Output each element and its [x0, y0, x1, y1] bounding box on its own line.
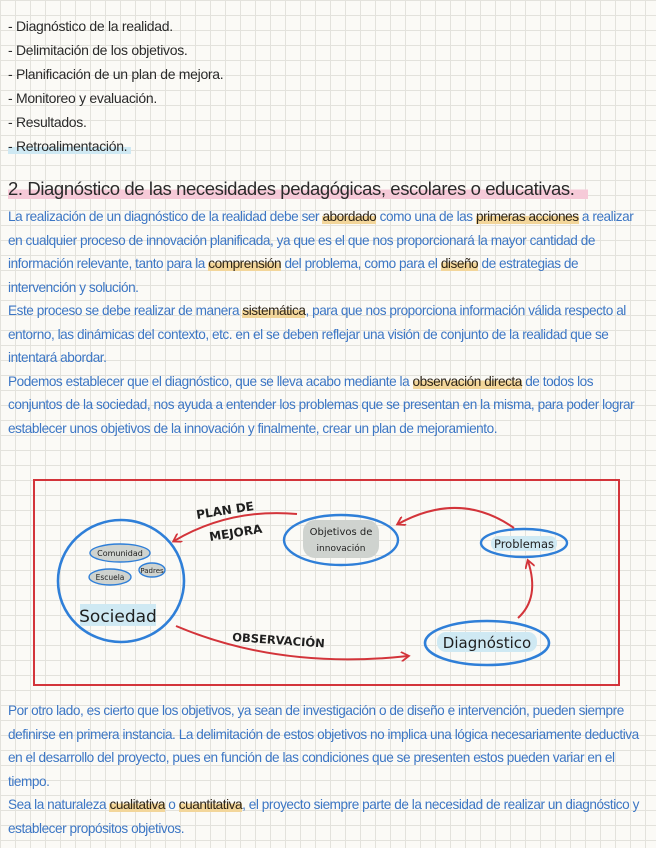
highlight: primeras acciones	[475, 209, 579, 224]
arrow-diagnostico-to-problemas	[518, 561, 532, 618]
highlight: cuantitativa	[178, 797, 243, 812]
diagnostico-label: Diagnóstico	[442, 634, 532, 652]
observacion-label: OBSERVACIÓN	[231, 630, 326, 651]
objetivos-label-2: innovación	[316, 544, 366, 554]
highlight: sistemática	[242, 303, 306, 318]
list-item: - Retroalimentación.	[8, 134, 223, 158]
plan-label-2: MEJORA	[208, 521, 264, 544]
highlight: cualitativa	[109, 797, 165, 812]
paragraph-objetivos: Por otro lado, es cierto que los objetivos, ya sean de investigación o de diseño e intervención, pueden siempre definirse en primera instancia. La delimitación de estos objetivos no implica una lógica necesariamente deductiva en el desarrollo del proyecto, pues en función de las condiciones que se presenten estos pueden variar en el tiempo. Sea la naturaleza cualitativa o cuantitativa, el proyecto siempre parte de la necesidad de realizar un diagnóstico y establecer propósitos objetivos.	[8, 703, 639, 836]
list-item: - Diagnóstico de la realidad.	[8, 18, 173, 34]
highlight: diseño	[440, 256, 479, 271]
arrow-problemas-to-objetivos	[398, 508, 514, 528]
highlight: observación directa	[412, 373, 522, 389]
section-heading: 2. Diagnóstico de las necesidades pedagógicas, escolares o educativas.	[8, 178, 588, 200]
highlight: comprensión	[208, 256, 282, 271]
escuela-label: Escuela	[95, 573, 125, 582]
objetivos-label-1: Objetivos de	[309, 527, 373, 538]
list-item: - Delimitación de los objetivos.	[8, 42, 188, 58]
list-item: - Resultados.	[8, 114, 87, 130]
list-item: - Monitoreo y evaluación.	[8, 90, 157, 106]
highlight: abordado	[322, 209, 377, 224]
paragraph-diagnostico: La realización de un diagnóstico de la realidad debe ser abordado como una de las primeras acciones a realizar en cualquier proceso de innovación planificada, ya que es el que nos proporcionará la mayor cantidad de información relevante, tanto para la comprensión del problema, como para el diseño de estrategias de intervención y solución. Este proceso se debe realizar de manera sistemática, para que nos proporciona información válida respecto al entorno, las dinámicas del contexto, etc. en el se deben reflejar una visión de conjunto de la realidad que se intentará abordar. Podemos establecer que el diagnóstico, que se lleva acabo mediante la observación directa de todos los conjuntos de la sociedad, nos ayuda a entender los problemas que se presentan en la misma, para poder lograr establecer unos objetivos de la innovación y finalmente, crear un plan de mejoramiento.	[8, 209, 635, 436]
plan-label-1: PLAN DE	[195, 499, 255, 522]
list-item: - Planificación de un plan de mejora.	[8, 66, 224, 82]
problemas-label: Problemas	[493, 537, 555, 551]
padres-label: Padres	[140, 567, 164, 575]
comunidad-label: Comunidad	[97, 549, 143, 558]
sociedad-label: Sociedad	[79, 607, 157, 627]
